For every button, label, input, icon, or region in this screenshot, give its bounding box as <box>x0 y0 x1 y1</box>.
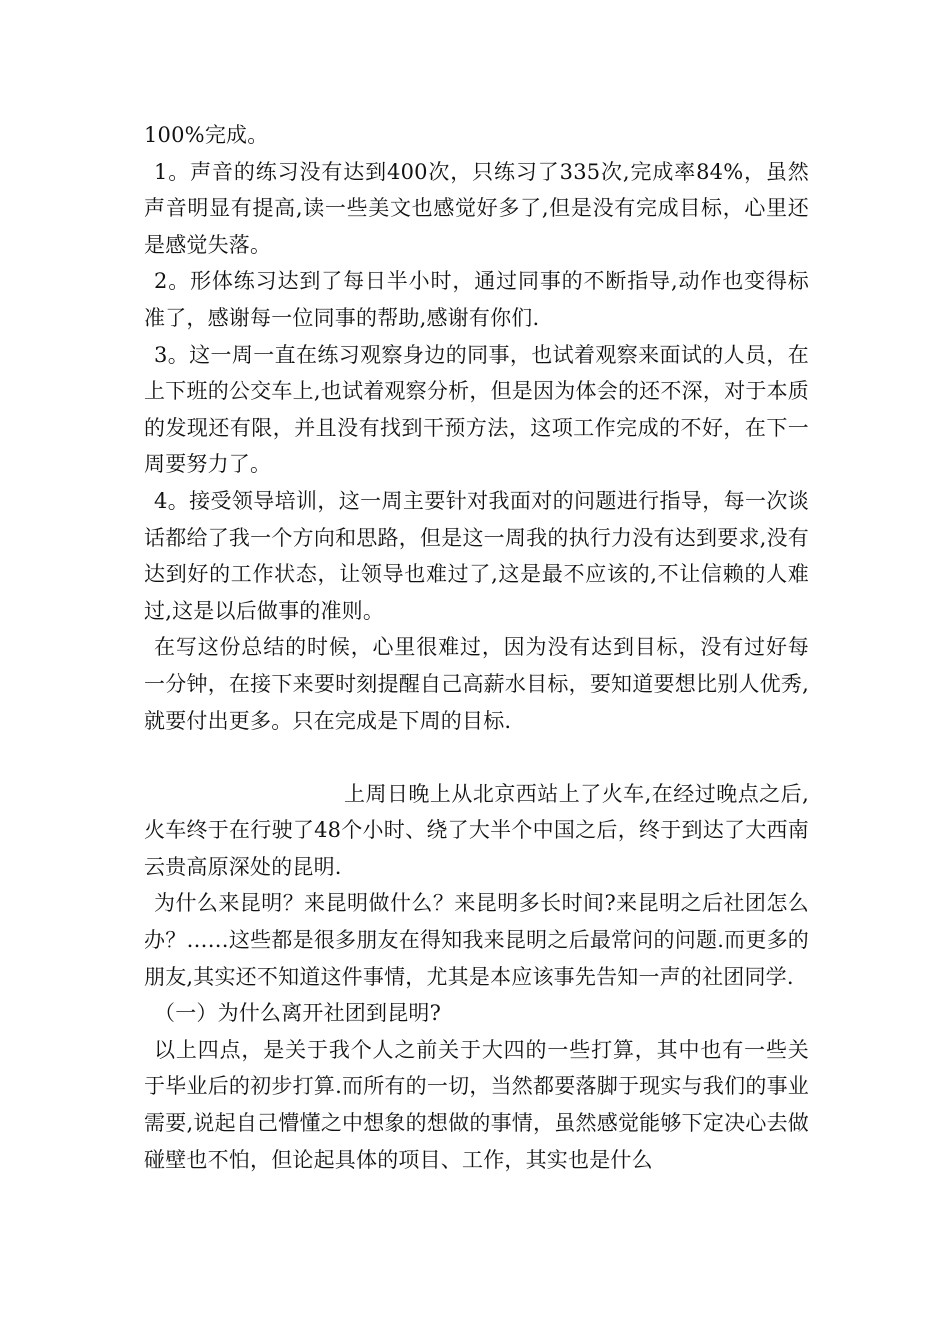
paragraph-item-2: 2。形体练习达到了每日半小时，通过同事的不断指导,动作也变得标准了，感谢每一位同事的帮助,感谢有你们. <box>144 269 809 330</box>
paragraph-item-4: 4。接受领导培训，这一周主要针对我面对的问题进行指导，每一次谈话都给了我一个方向和思路，但是这一周我的执行力没有达到要求,没有达到好的工作状态，让领导也难过了,这是最不应该的,不让信赖的人难过,这是以后做事的准则。 <box>144 488 809 623</box>
blank-line <box>144 739 809 776</box>
paragraph-plans: 以上四点，是关于我个人之前关于大四的一些打算，其中也有一些关于毕业后的初步打算.而所有的一切，当然都要落脚于现实与我们的事业需要,说起自己懵懂之中想象的想做的事情，虽然感觉能够下定决心去做碰壁也不怕，但论起具体的项目、工作，其实也是什么 <box>144 1037 809 1172</box>
paragraph-questions: 为什么来昆明？来昆明做什么？来昆明多长时间?来昆明之后社团怎么办？……这些都是很多朋友在得知我来昆明之后最常问的问题.而更多的朋友,其实还不知道这件事情，尤其是本应该事先告知一声的社团同学. <box>144 891 809 989</box>
paragraph-train-trip: 上周日晚上从北京西站上了火车,在经过晚点之后,火车终于在行驶了48个小时、绕了大半个中国之后，终于到达了大西南云贵高原深处的昆明. <box>144 781 809 879</box>
document-body <box>144 117 809 1178</box>
paragraph-item-3: 3。这一周一直在练习观察身边的同事，也试着观察来面试的人员，在上下班的公交车上,也试着观察分析，但是因为体会的还不深，对于本质的发现还有限，并且没有找到干预方法，这项工作完成的不好，在下一周要努力了。 <box>144 342 809 477</box>
section-heading-1: （一）为什么离开社团到昆明? <box>154 1001 442 1026</box>
paragraph-summary: 在写这份总结的时候，心里很难过，因为没有达到目标，没有过好每一分钟，在接下来要时刻提醒自己高薪水目标，要知道要想比别人优秀,就要付出更多。只在完成是下周的目标. <box>144 635 809 733</box>
paragraph-completion: 100%完成。 <box>144 123 269 147</box>
paragraph-item-1: 1。声音的练习没有达到400次，只练习了335次,完成率84%，虽然声音明显有提高,读一些美文也感觉好多了,但是没有完成目标，心里还是感觉失落。 <box>144 159 809 257</box>
